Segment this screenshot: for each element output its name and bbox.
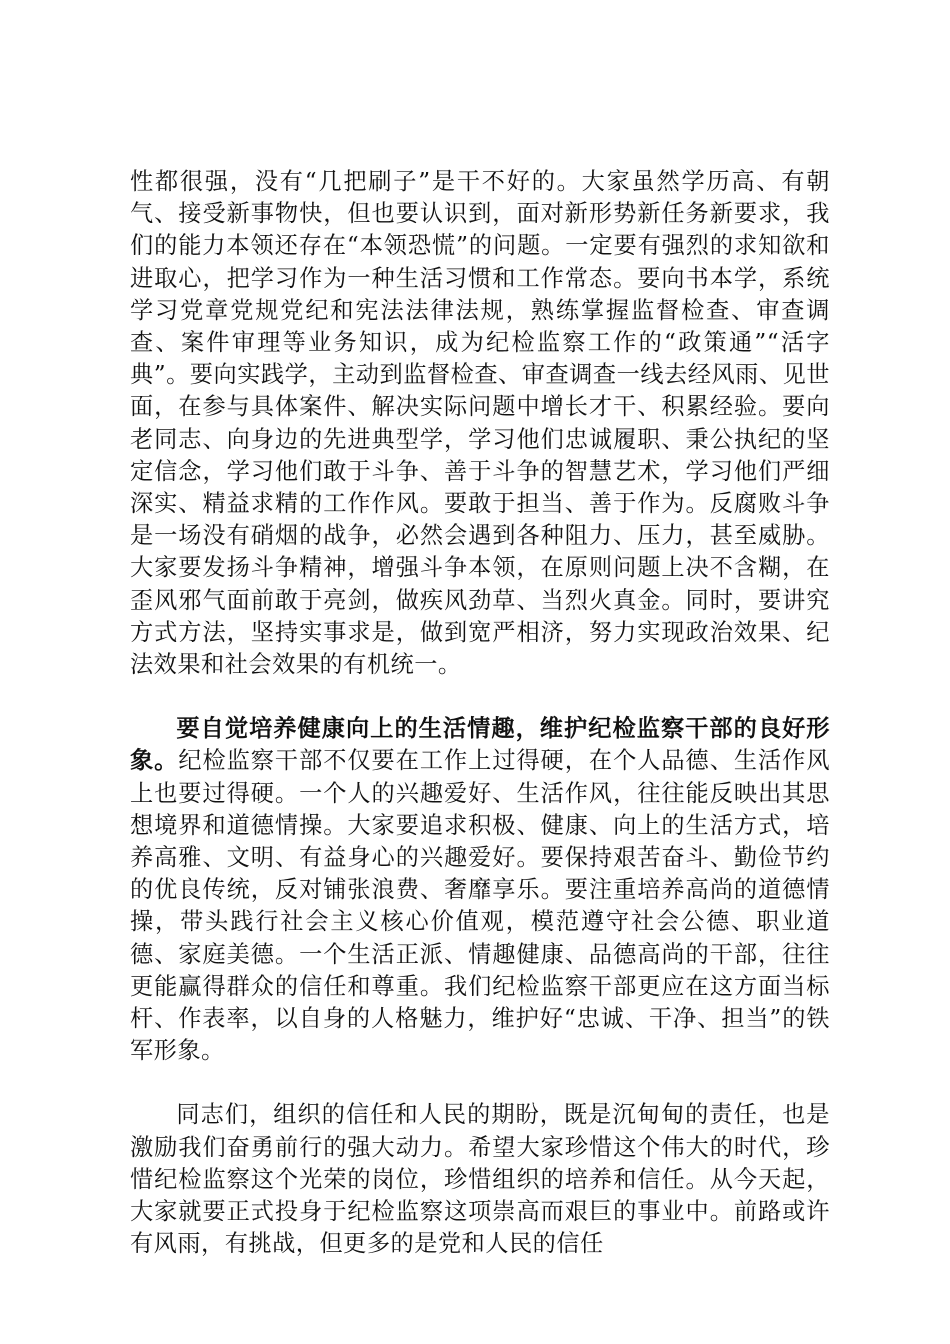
paragraph-text: 纪检监察干部不仅要在工作上过得硬，在个人品德、生活作风上也要过得硬。一个人的兴趣爱好、生活作风，往往能反映出其思想境界和道德情操。大家要追求积极、健康、向上的生活方式，培养高雅、文明、有益身心的兴趣爱好。要保持艰苦奋斗、勤俭节约的优良传统，反对铺张浪费、奢靡享乐。要注重培养高尚的道德情操，带头践行社会主义核心价值观，模范遵守社会公德、职业道德、家庭美德。一个生活正派、情趣健康、品德高尚的干部，往往更能赢得群众的信任和尊重。我们纪检监察干部更应在这方面当标杆、作表率，以自身的人格魅力，维护好“忠诚、干净、担当”的铁军形象。	[130, 747, 831, 1065]
paragraph-text: 同志们，组织的信任和人民的期盼，既是沉甸甸的责任，也是激励我们奋勇前行的强大动力。希望大家珍惜这个伟大的时代，珍惜纪检监察这个光荣的岗位，珍惜组织的培养和信任。从今天起，大家就要正式投身于纪检监察这项崇高而艰巨的事业中。前路或许有风雨，有挑战，但更多的是党和人民的信任	[130, 1101, 830, 1258]
paragraph-closing	[130, 1099, 830, 1260]
paragraph-text: 性都很强，没有“几把刷子”是干不好的。大家虽然学历高、有朝气、接受新事物快，但也要认识到，面对新形势新任务新要求，我们的能力本领还存在“本领恐慌”的问题。一定要有强烈的求知欲和进取心，把学习作为一种生活习惯和工作常态。要向书本学，系统学习党章党规党纪和宪法法律法规，熟练掌握监督检查、审查调查、案件审理等业务知识，成为纪检监察工作的“政策通”“活字典”。要向实践学，主动到监督检查、审查调查一线去经风雨、见世面，在参与具体案件、解决实际问题中增长才干、积累经验。要向老同志、向身边的先进典型学，学习他们忠诚履职、秉公执纪的坚定信念，学习他们敢于斗争、善于斗争的智慧艺术，学习他们严细深实、精益求精的工作作风。要敢于担当、善于作为。反腐败斗争是一场没有硝烟的战争，必然会遇到各种阻力、压力，甚至威胁。大家要发扬斗争精神，增强斗争本领，在原则问题上决不含糊，在歪风邪气面前敢于亮剑，做疾风劲草、当烈火真金。同时，要讲究方式方法，坚持实事求是，做到宽严相济，努力实现政治效果、纪法效果和社会效果的有机统一。	[130, 168, 830, 679]
paragraph-continued	[130, 166, 830, 681]
paragraph-lead-heading: 要自觉培养健康向上的生活情趣，维护纪检监察干部的良好形象。	[130, 715, 830, 775]
paragraph-life-interest	[130, 713, 830, 1067]
document-body	[130, 166, 830, 1261]
